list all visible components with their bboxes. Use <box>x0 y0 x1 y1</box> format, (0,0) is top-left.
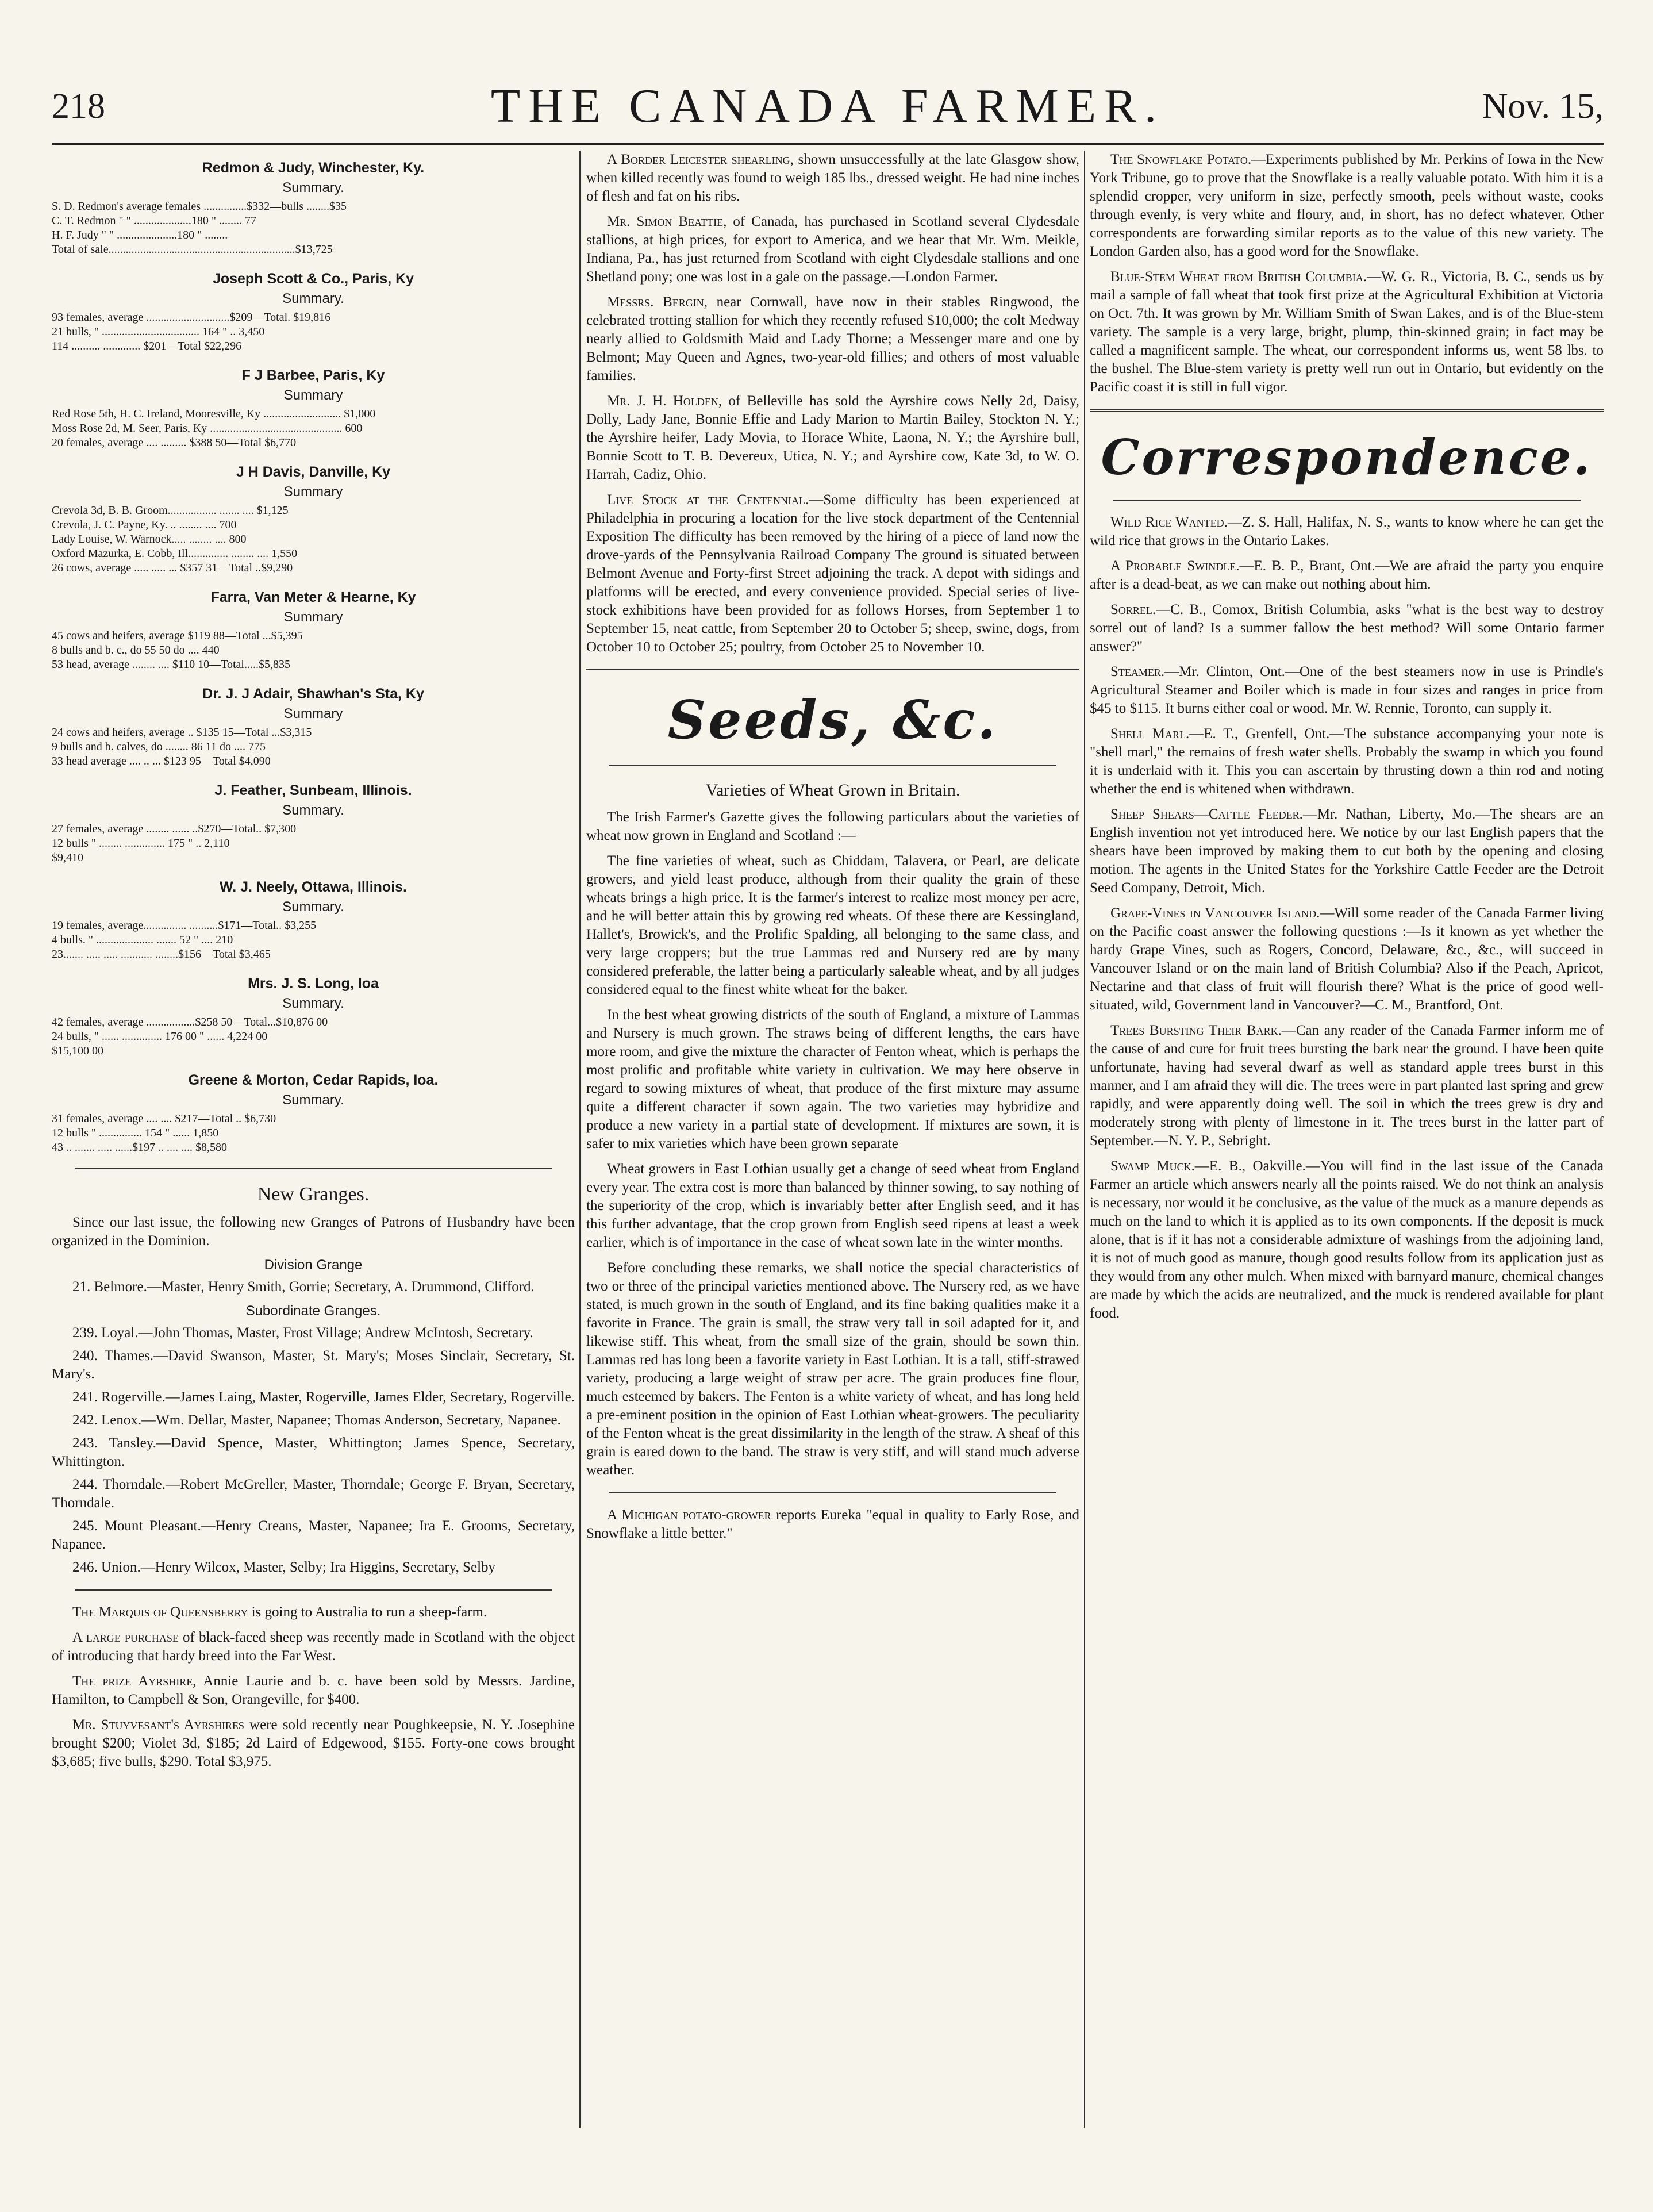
sale-line: Oxford Mazurka, E. Cobb, Ill.............. ........ .... 1,550 <box>52 547 298 560</box>
news-item-lead: Mr. Stuyvesant's Ayrshires <box>72 1717 244 1733</box>
sale-line: 4 bulls. " .................... ....... 52 " .... 210 <box>52 934 233 946</box>
section-divider <box>609 1492 1056 1493</box>
issue-date: Nov. 15, <box>1482 87 1604 126</box>
letter-lead: Sheep Shears—Cattle Feeder. <box>1110 807 1303 822</box>
column-rule <box>579 151 581 2128</box>
news-item <box>586 491 1079 656</box>
sale-heading: Farra, Van Meter & Hearne, Ky <box>210 589 416 605</box>
subordinate-granges-label: Subordinate Granges. <box>245 1303 381 1319</box>
page-number: 218 <box>52 87 105 126</box>
sale-lines <box>52 407 575 450</box>
granges-title: New Granges. <box>257 1184 370 1205</box>
letter <box>1090 1157 1604 1323</box>
sale-lines <box>52 199 575 257</box>
sale-heading: J H Davis, Danville, Ky <box>236 464 391 480</box>
michigan-potato-item: A Michigan potato-grower reports Eureka "equal in quality to Early Rose, and Snowflake a little better." <box>586 1507 1079 1541</box>
sale-line: 33 head average .... .. ... $123 95—Total $4,090 <box>52 755 271 767</box>
sale-heading: Mrs. J. S. Long, Ioa <box>248 976 379 992</box>
news-item-lead: A large purchase <box>72 1630 179 1645</box>
news-item-text: near Cornwall, have now in their stables Ringwood, the celebrated trotting stallion for which they recently refused $10,000; the colt Medway nearly allied to Goldsmith Maid and Lady Thorne; a Messenger mare and one by Belmont; May Queen and Agnes, two-year-old fillies; and others of most valuable families. <box>586 294 1079 383</box>
sale-heading: W. J. Neely, Ottawa, Illinois. <box>219 879 407 895</box>
sale-line: 20 females, average .... ......... $388 50—Total $6,770 <box>52 436 297 449</box>
letter-lead: Grape-Vines in Vancouver Island. <box>1110 905 1320 921</box>
masthead-rule <box>52 143 1604 145</box>
summary-label: Summary <box>283 484 343 500</box>
news-item-text: of black-faced sheep was recently made in Scotland with the object of introducing that hardy breed into the Far West. <box>52 1630 575 1664</box>
section-divider <box>1090 409 1604 412</box>
wheat-article-title: Varieties of Wheat Grown in Britain. <box>705 781 960 800</box>
sale-line: 12 bulls " ........ .............. 175 " .. 2,110 <box>52 837 230 850</box>
subordinate-grange-list <box>52 1324 575 1577</box>
sale-lines <box>52 629 575 672</box>
letter <box>1090 904 1604 1015</box>
letter-text: —E. T., Grenfell, Ont.—The substance accompanying your note is "shell marl," the remains of fresh water shells. Probably the swamp in which you found it is underlaid with it. This you can ascertain by thrusting down a thin rod and noting whether the end is whitened when withdrawn. <box>1090 726 1604 797</box>
correspondence-title: Correspondence. <box>1101 429 1593 486</box>
grange-entry: 239. Loyal.—John Thomas, Master, Frost Village; Andrew McIntosh, Secretary. <box>72 1325 533 1341</box>
sale-summaries <box>52 160 575 1155</box>
grange-entry: 242. Lenox.—Wm. Dellar, Master, Napanee; Thomas Anderson, Secretary, Napanee. <box>72 1412 561 1428</box>
news-item-lead: The Marquis of Queensberry <box>72 1604 248 1620</box>
grange-entry: 240. Thames.—David Swanson, Master, St. Mary's; Moses Sinclair, Secretary, St. Mary's. <box>52 1348 575 1382</box>
letter <box>1090 725 1604 798</box>
sale-line: 45 cows and heifers, average $119 88—Total ...$5,395 <box>52 629 303 642</box>
sale-heading: F J Barbee, Paris, Ky <box>241 367 385 383</box>
sale-lines <box>52 1112 575 1155</box>
division-grange-list <box>52 1278 575 1296</box>
news-item <box>52 1603 575 1622</box>
sale-line: 114 .......... ............. $201—Total $22,296 <box>52 340 242 352</box>
letter-text: —C. B., Comox, British Columbia, asks "what is the best way to destroy sorrel out of land? Is a summer fallow the best method? Will some Ontario farmer answer?" <box>1090 602 1604 654</box>
letter <box>1090 805 1604 897</box>
seeds-section-title: Seeds, &c. <box>667 689 998 751</box>
grange-entry: 244. Thorndale.—Robert McGreller, Master, Thorndale; George F. Bryan, Secretary, Thorndale. <box>52 1477 575 1511</box>
news-item <box>586 151 1079 206</box>
sale-line: 93 females, average .............................$209—Total. $19,816 <box>52 311 331 324</box>
sale-line: Lady Louise, W. Warnock..... ........ .... 800 <box>52 533 247 546</box>
grange-entry: 21. Belmore.—Master, Henry Smith, Gorrie; Secretary, A. Drummond, Clifford. <box>72 1279 535 1295</box>
newspaper-title: THE CANADA FARMER. <box>490 79 1165 133</box>
section-divider <box>586 669 1079 671</box>
sale-line: 8 bulls and b. c., do 55 50 do .... 440 <box>52 644 220 656</box>
news-item <box>52 1672 575 1709</box>
summary-label: Summary. <box>282 996 344 1011</box>
summary-label: Summary. <box>282 180 344 195</box>
sale-line: 26 cows, average ..... ..... ... $357 31—Total ..$9,290 <box>52 562 293 574</box>
sale-line: 23....... ..... ..... ........... ........$156—Total $3,465 <box>52 948 271 961</box>
sale-line: Red Rose 5th, H. C. Ireland, Mooresville, Ky ........................... $1,000 <box>52 408 376 420</box>
column-1 <box>52 151 575 2134</box>
livestock-news <box>586 151 1079 656</box>
summary-label: Summary <box>283 609 343 625</box>
news-item-lead: Mr. Simon Beattie, <box>607 214 727 229</box>
sale-line: 43 .. ....... ..... ......$197 .. .... .... $8,580 <box>52 1141 227 1154</box>
sale-line: 12 bulls " ............... 154 " ...... 1,850 <box>52 1127 219 1139</box>
sale-line: Moss Rose 2d, M. Seer, Paris, Ky .............................................. 600 <box>52 422 363 435</box>
sale-heading: J. Feather, Sunbeam, Illinois. <box>214 782 412 798</box>
news-item <box>52 1629 575 1665</box>
sale-line: $15,100 00 <box>52 1044 103 1057</box>
news-item-text: shown unsuccessfully at the late Glasgow show, when killed recently was found to weigh 185 lbs., dressed weight. He had nine inches of flesh and fat on his ribs. <box>586 152 1079 204</box>
letter <box>1090 513 1604 550</box>
sale-line: S. D. Redmon's average females ...............$332—bulls ........$35 <box>52 200 347 213</box>
sale-line: 19 females, average............... ..........$171—Total.. $3,255 <box>52 919 317 932</box>
sale-heading: Greene & Morton, Cedar Rapids, Ioa. <box>188 1072 439 1088</box>
article-paragraph: Before concluding these remarks, we shall notice the special characteristics of two or three of the principal varieties mentioned above. The Nursery red, as we have stated, is much grown in the south of England, and its fine baking qualities make it a favorite in France. The grain is small, the straw very tall in soil adapted for it, and likewise stiff. This wheat, from the small size of the grain, should be sown thin. Lammas red has long been a favorite variety in East Lothian. It is a tall, stiff-strawed variety, producing a large weight of straw per acre. The grain produces fine flour, much esteemed by bakers. The Fenton is a white variety of wheat, and has long held a pre-eminent position in the opinion of East Lothian wheat-growers. The peculiarity of the Fenton wheat is the great dissimilarity in the length of the straw. A sheaf of this grain is eared down to the band. The straw is very stiff, and will stand much adverse weather. <box>586 1260 1079 1478</box>
letter-text: —Can any reader of the Canada Farmer inform me of the cause of and cure for fruit trees bursting the bark near the ground. I have been quite unfortunate, having had several dwarf as well as standard apple trees burst in this manner, and I am afraid they will die. The trees were in part planted last spring and grew rapidly, and were apparently doing well. The soil in which the trees grew is dry and moderately strong with plenty of limestone in it. The trees burst in the latter part of September.—N. Y. P., Sebright. <box>1090 1023 1604 1149</box>
correspondence-letters <box>1090 513 1604 1323</box>
news-item <box>52 1716 575 1771</box>
column-3 <box>1090 151 1604 2134</box>
letter-text: —Z. S. Hall, Halifax, N. S., wants to know where he can get the wild rice that grows in the Ontario Lakes. <box>1090 514 1604 548</box>
letter-lead: Wild Rice Wanted. <box>1110 514 1228 530</box>
sale-line: 53 head, average ........ .... $110 10—Total.....$5,835 <box>52 658 290 671</box>
news-item-lead: A Border Leicester shearling, <box>607 152 794 167</box>
letter-lead: Steamer. <box>1110 664 1165 679</box>
sale-line: 24 cows and heifers, average .. $135 15—Total ...$3,315 <box>52 726 312 739</box>
section-divider <box>75 1168 552 1169</box>
sale-line: Total of sale.................................................................$13,725 <box>52 243 333 256</box>
sale-lines <box>52 504 575 575</box>
summary-label: Summary. <box>282 1092 344 1108</box>
letter <box>1090 663 1604 718</box>
section-divider <box>1113 500 1581 501</box>
grange-entry: 246. Union.—Henry Wilcox, Master, Selby; Ira Higgins, Secretary, Selby <box>72 1560 496 1575</box>
news-item-text: of Belleville has sold the Ayrshire cows Nelly 2d, Daisy, Dolly, Lady Jane, Bonnie Effie and Lady Marion to Martin Bailey, Stockton N. Y.; the Ayrshire heifer, Lady Movia, to Horace White, Laona, N. Y.; the Ayrshire bull, Bonnie Scott to T. B. Devereux, Utica, N. Y.; and Ayrshire cow, Kate 3d, to W. O. Harrah, Cadiz, Ohio. <box>586 393 1079 482</box>
summary-label: Summary <box>283 387 343 403</box>
article-paragraph: In the best wheat growing districts of the south of England, a mixture of Lammas and Nursery is much grown. The straws being of different lengths, the ears have more room, and give the mixture the character of Fenton wheat, which is perhaps the most prolific and profitable white variety in cultivation. We may here observe in regard to sowing mixtures of wheat, that produce of the first mixture may assume quite a different character if sown again. The two varieties may hybridize and produce a new variety in a partial state of development. If mixtures are sown, it is safer to mix varieties which have been grown separate <box>586 1007 1079 1151</box>
column-rule <box>1084 151 1085 2128</box>
news-item-text: were sold recently near Poughkeepsie, N. Y. Josephine brought $200; Violet 3d, $185; 2d Laird of Edgewood, $155. Forty-one cows brought $3,685; five bulls, $290. Total $3,975. <box>52 1717 575 1769</box>
grange-entry: 241. Rogerville.—James Laing, Master, Rogerville, James Elder, Secretary, Rogerville. <box>72 1389 575 1405</box>
letter <box>1090 557 1604 594</box>
letter <box>1090 601 1604 656</box>
sale-line: 21 bulls, " .................................. 164 " .. 3,450 <box>52 325 265 338</box>
article-paragraph: Wheat growers in East Lothian usually get a change of seed wheat from England every year. The extra cost is more than balanced by thinner sowing, to say nothing of the superiority of the crop, which is invariably better after English seed, and it has this further advantage, that the crop grown from English seed ripens at least a week earlier, which is of importance in the case of wheat sown late in the winter months. <box>586 1161 1079 1250</box>
letter <box>1090 1021 1604 1150</box>
letter-lead: A Probable Swindle. <box>1110 558 1240 574</box>
news-item-text: —W. G. R., Victoria, B. C., sends us by mail a sample of fall wheat that took first prize at the Agricultural Exhibition at Victoria on Oct. 7th. It was grown by Mr. William Smith of Swan Lakes, and is of the Blue-stem variety. The sample is a very large, bright, plump, thin-skinned grain; in fact may be called a magnificent sample. The wheat, our correspondent informs us, went 58 lbs. to the bushel. The Blue-stem variety is pretty well run out in Ontario, but evidently on the Pacific coast it is still in full vigor. <box>1090 269 1604 395</box>
sale-line: 9 bulls and b. calves, do ........ 86 11 do .... 775 <box>52 740 266 753</box>
sale-lines <box>52 725 575 769</box>
section-divider <box>609 765 1056 766</box>
letter-lead: Sorrel. <box>1110 602 1156 617</box>
news-item <box>1090 151 1604 261</box>
letter-text: —Mr. Nathan, Liberty, Mo.—The shears are an English invention not yet introduced here. We notice by our last English papers that the shears have been improved by making them to cut both by the opening and closing motion. The agents in the United States for the Yorkshire Cattle Feeder are the Detroit Seed Company, Detroit, Mich. <box>1090 807 1604 896</box>
sale-lines <box>52 310 575 354</box>
summary-label: Summary <box>283 706 343 721</box>
sale-line: Crevola 3d, B. B. Groom................. ....... .... $1,125 <box>52 504 289 517</box>
news-item <box>586 293 1079 385</box>
news-item-lead: Messrs. Bergin, <box>607 294 708 310</box>
news-item-lead: The prize Ayrshire, <box>72 1673 197 1689</box>
granges-intro: Since our last issue, the following new Granges of Patrons of Husbandry have been organized in the Dominion. <box>52 1215 575 1249</box>
letter-text: —Mr. Clinton, Ont.—One of the best steamers now in use is Prindle's Agricultural Steamer and Boiler which is made in four sizes and ranges in price from $45 to $115. It burns either coal or wood. Mr. W. Rennie, Toronto, can supply it. <box>1090 664 1604 716</box>
division-grange-label: Division Grange <box>264 1257 363 1273</box>
sale-line: C. T. Redmon " " ....................180 " ........ 77 <box>52 214 256 227</box>
sale-line: $9,410 <box>52 851 83 864</box>
crop-news <box>1090 151 1604 397</box>
news-item-lead: The Snowflake Potato. <box>1110 152 1252 167</box>
news-item-text: —Experiments published by Mr. Perkins of Iowa in the New York Tribune, go to prove that the Snowflake is a really valuable potato. With him it is a splendid cropper, very uniform in size, perfectly smooth, peels without waste, cooks through evenly, is very white and floury, and, in short, has no defect whatever. Other correspondents are forwarding similar reports as to the value of this new variety. The London Garden also, has a good word for the Snowflake. <box>1090 152 1604 259</box>
letter-lead: Shell Marl. <box>1110 726 1190 742</box>
news-items <box>52 1603 575 1771</box>
letter-text: —E. B., Oakville.—You will find in the last issue of the Canada Farmer an article which answers nearly all the points raised. We do not think an analysis is necessary, nor would it be conclusive, as the value of the muck as a manure depends as much on the land to which it is applied as to its own components. If the deposit is muck alone, that is if it has not a considerable admixture of washings from the adjoining land, it is not of much good as manure, though good results follow from its application just as they would from any other mulch. When mixed with barnyard manure, chemical changes are made by which the acids are neutralized, and the muck is rendered available for plant food. <box>1090 1158 1604 1321</box>
summary-label: Summary. <box>282 802 344 818</box>
news-item <box>586 213 1079 286</box>
article-paragraph: The fine varieties of wheat, such as Chiddam, Talavera, or Pearl, are delicate growers, and yield least produce, although from their quality the grain of these wheats brings a high price. It is the farmer's interest to realize most money per acre, and he will better attain this by growing red wheats. Of these there are Kessingland, Hallet's, Browick's, and the Prolific Spalding, all belonging to the same class, and very large croppers; but the true Lammas red and Nursery red are by many considered preferable, the latter being a particularly saleable wheat, and by all judges considered equal to the finest white wheat for the baker. <box>586 853 1079 997</box>
sale-lines <box>52 919 575 962</box>
sale-line: Crevola, J. C. Payne, Ky. .. ........ .... 700 <box>52 519 237 531</box>
sale-heading: Joseph Scott & Co., Paris, Ky <box>212 271 414 287</box>
news-item-lead: Blue-Stem Wheat from British Columbia. <box>1110 269 1367 285</box>
news-item-lead: Live Stock at the Centennial. <box>607 492 809 508</box>
article-paragraph: The Irish Farmer's Gazette gives the following particulars about the varieties of wheat now grown in England and Scotland :— <box>586 809 1079 843</box>
summary-label: Summary. <box>282 899 344 915</box>
news-item-lead: Mr. J. H. Holden, <box>607 393 722 409</box>
masthead <box>52 75 1604 144</box>
wheat-article-body <box>586 808 1079 1480</box>
section-divider <box>75 1589 552 1591</box>
sale-line: 24 bulls, " ...... .............. 176 00 " ...... 4,224 00 <box>52 1030 268 1043</box>
sale-line: 27 females, average ........ ...... ..$270—Total.. $7,300 <box>52 823 297 835</box>
letter-text: —E. B. P., Brant, Ont.—We are afraid the party you enquire after is a dead-beat, as we can make out nothing about him. <box>1090 558 1604 592</box>
sale-lines <box>52 1015 575 1058</box>
grange-entry: 243. Tansley.—David Spence, Master, Whittington; James Spence, Secretary, Whittington. <box>52 1435 575 1469</box>
news-item-text: is going to Australia to run a sheep-farm. <box>248 1604 487 1620</box>
grange-entry: 245. Mount Pleasant.—Henry Creans, Master, Napanee; Ira E. Grooms, Secretary, Napanee. <box>52 1518 575 1552</box>
sale-heading: Redmon & Judy, Winchester, Ky. <box>202 160 425 176</box>
sale-heading: Dr. J. J Adair, Shawhan's Sta, Ky <box>202 686 424 702</box>
letter-lead: Trees Bursting Their Bark. <box>1110 1023 1282 1038</box>
sale-line: H. F. Judy " " .....................180 " ........ <box>52 229 228 241</box>
sale-line: 42 females, average .................$258 50—Total...$10,876 00 <box>52 1016 328 1028</box>
summary-label: Summary. <box>282 291 344 306</box>
sale-lines <box>52 822 575 865</box>
news-item-text: Annie Laurie and b. c. have been sold by Messrs. Jardine, Hamilton, to Campbell & Son, Orangeville, for $400. <box>52 1673 575 1707</box>
news-item <box>1090 268 1604 397</box>
sale-line: 31 females, average .... .... $217—Total .. $6,730 <box>52 1112 276 1125</box>
letter-lead: Swamp Muck. <box>1110 1158 1195 1174</box>
news-item-text: —Some difficulty has been experienced at Philadelphia in procuring a location for the live stock department of the Centennial Exposition The difficulty has been removed by the hiring of a piece of land now the drove-yards of the Pennsylvania Railroad Company The ground is situated between Belmont Avenue and Forty-first Street adjoining the track. A depot with sidings and platforms will be erected, and every convenience provided. Special series of live-stock exhibitions have been provided for as follows Horses, from September 1 to September 15, neat cattle, from September 20 to October 5; sheep, swine, dogs, from October 10 to October 25; poultry, from October 25 to November 10. <box>586 492 1079 655</box>
news-item-text: of Canada, has purchased in Scotland several Clydesdale stallions, at high prices, for export to America, and we hear that Mr. Wm. Meikle, Indiana, Pa., has just returned from Scotland with eight Clydesdale stallions and one Shetland pony; one was lost in a gale on the passage.—London Farmer. <box>586 214 1079 285</box>
letter-text: —Will some reader of the Canada Farmer living on the Pacific coast answer the following questions :—Is it known as yet whether the hardy Grape Vines, such as Rogers, Concord, Delaware, &c., &c., will succeed in Vancouver Island or on the main land of British Columbia? Also if the Peach, Apricot, Nectarine and that class of fruit will flourish there? What is the price of good well-situated, wild, Government land in Vancouver?—C. M., Brantford, Ont. <box>1090 905 1604 1013</box>
news-item <box>586 392 1079 484</box>
column-2 <box>586 151 1079 2134</box>
